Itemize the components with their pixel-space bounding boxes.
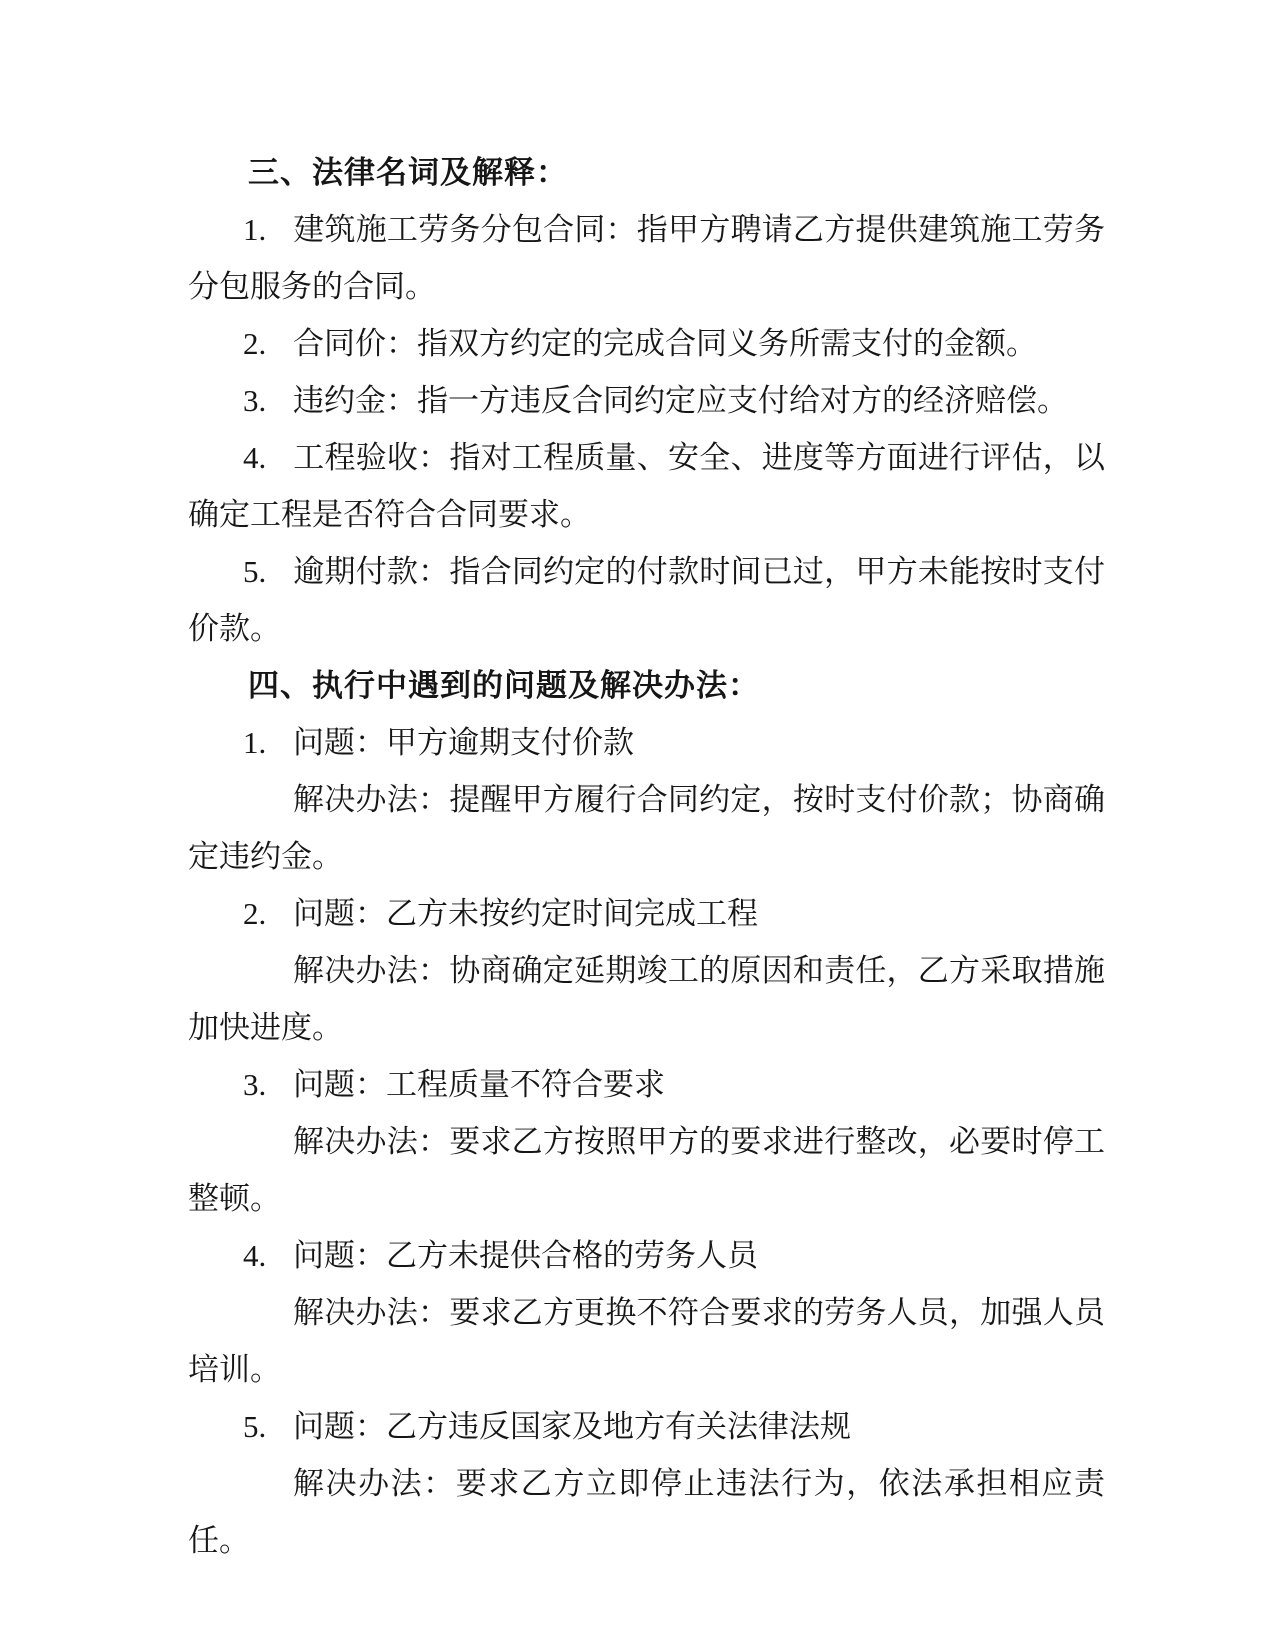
item-number: 2.: [243, 896, 267, 931]
problem-item: [188, 714, 1105, 771]
item-text: 逾期付款：指合同约定的付款时间已过，甲方未能按时支付价款。: [188, 554, 1105, 646]
term-item: [188, 201, 1105, 315]
item-text: 建筑施工劳务分包合同：指甲方聘请乙方提供建筑施工劳务分包服务的合同。: [188, 212, 1105, 304]
problem-text: 问题：乙方未按约定时间完成工程: [293, 896, 758, 931]
solution-text: 解决办法：协商确定延期竣工的原因和责任，乙方采取措施加快进度。: [188, 953, 1105, 1045]
problem-item: [188, 885, 1105, 942]
item-text: 违约金：指一方违反合同约定应支付给对方的经济赔偿。: [293, 383, 1068, 418]
item-number: 1.: [243, 212, 267, 247]
item-number: 4.: [243, 1238, 267, 1273]
term-item: [188, 315, 1105, 372]
item-number: 4.: [243, 440, 267, 475]
solution-text: 解决办法：要求乙方立即停止违法行为，依法承担相应责任。: [188, 1466, 1105, 1558]
solution-text: 解决办法：要求乙方按照甲方的要求进行整改，必要时停工整顿。: [188, 1124, 1105, 1216]
section-problems-solutions: [188, 657, 1105, 1569]
item-text: 工程验收：指对工程质量、安全、进度等方面进行评估，以确定工程是否符合合同要求。: [188, 440, 1105, 532]
item-number: 5.: [243, 554, 267, 589]
section-heading: 四、执行中遇到的问题及解决办法：: [248, 668, 760, 703]
solution-text: 解决办法：要求乙方更换不符合要求的劳务人员，加强人员培训。: [188, 1295, 1105, 1387]
item-number: 1.: [243, 725, 267, 760]
section-legal-terms: [188, 144, 1105, 657]
problem-item: [188, 1056, 1105, 1113]
item-number: 3.: [243, 1067, 267, 1102]
problem-text: 问题：乙方违反国家及地方有关法律法规: [293, 1409, 851, 1444]
term-item: [188, 543, 1105, 657]
solution-text: 解决办法：提醒甲方履行合同约定，按时支付价款；协商确定违约金。: [188, 782, 1105, 874]
item-number: 3.: [243, 383, 267, 418]
problem-text: 问题：工程质量不符合要求: [293, 1067, 665, 1102]
item-number: 2.: [243, 326, 267, 361]
term-item: [188, 429, 1105, 543]
item-number: 5.: [243, 1409, 267, 1444]
item-text: 合同价：指双方约定的完成合同义务所需支付的金额。: [293, 326, 1037, 361]
section-heading: 三、法律名词及解释：: [248, 155, 568, 190]
problem-text: 问题：甲方逾期支付价款: [293, 725, 634, 760]
term-item: [188, 372, 1105, 429]
problem-item: [188, 1227, 1105, 1284]
problem-item: [188, 1398, 1105, 1455]
problem-text: 问题：乙方未提供合格的劳务人员: [293, 1238, 758, 1273]
